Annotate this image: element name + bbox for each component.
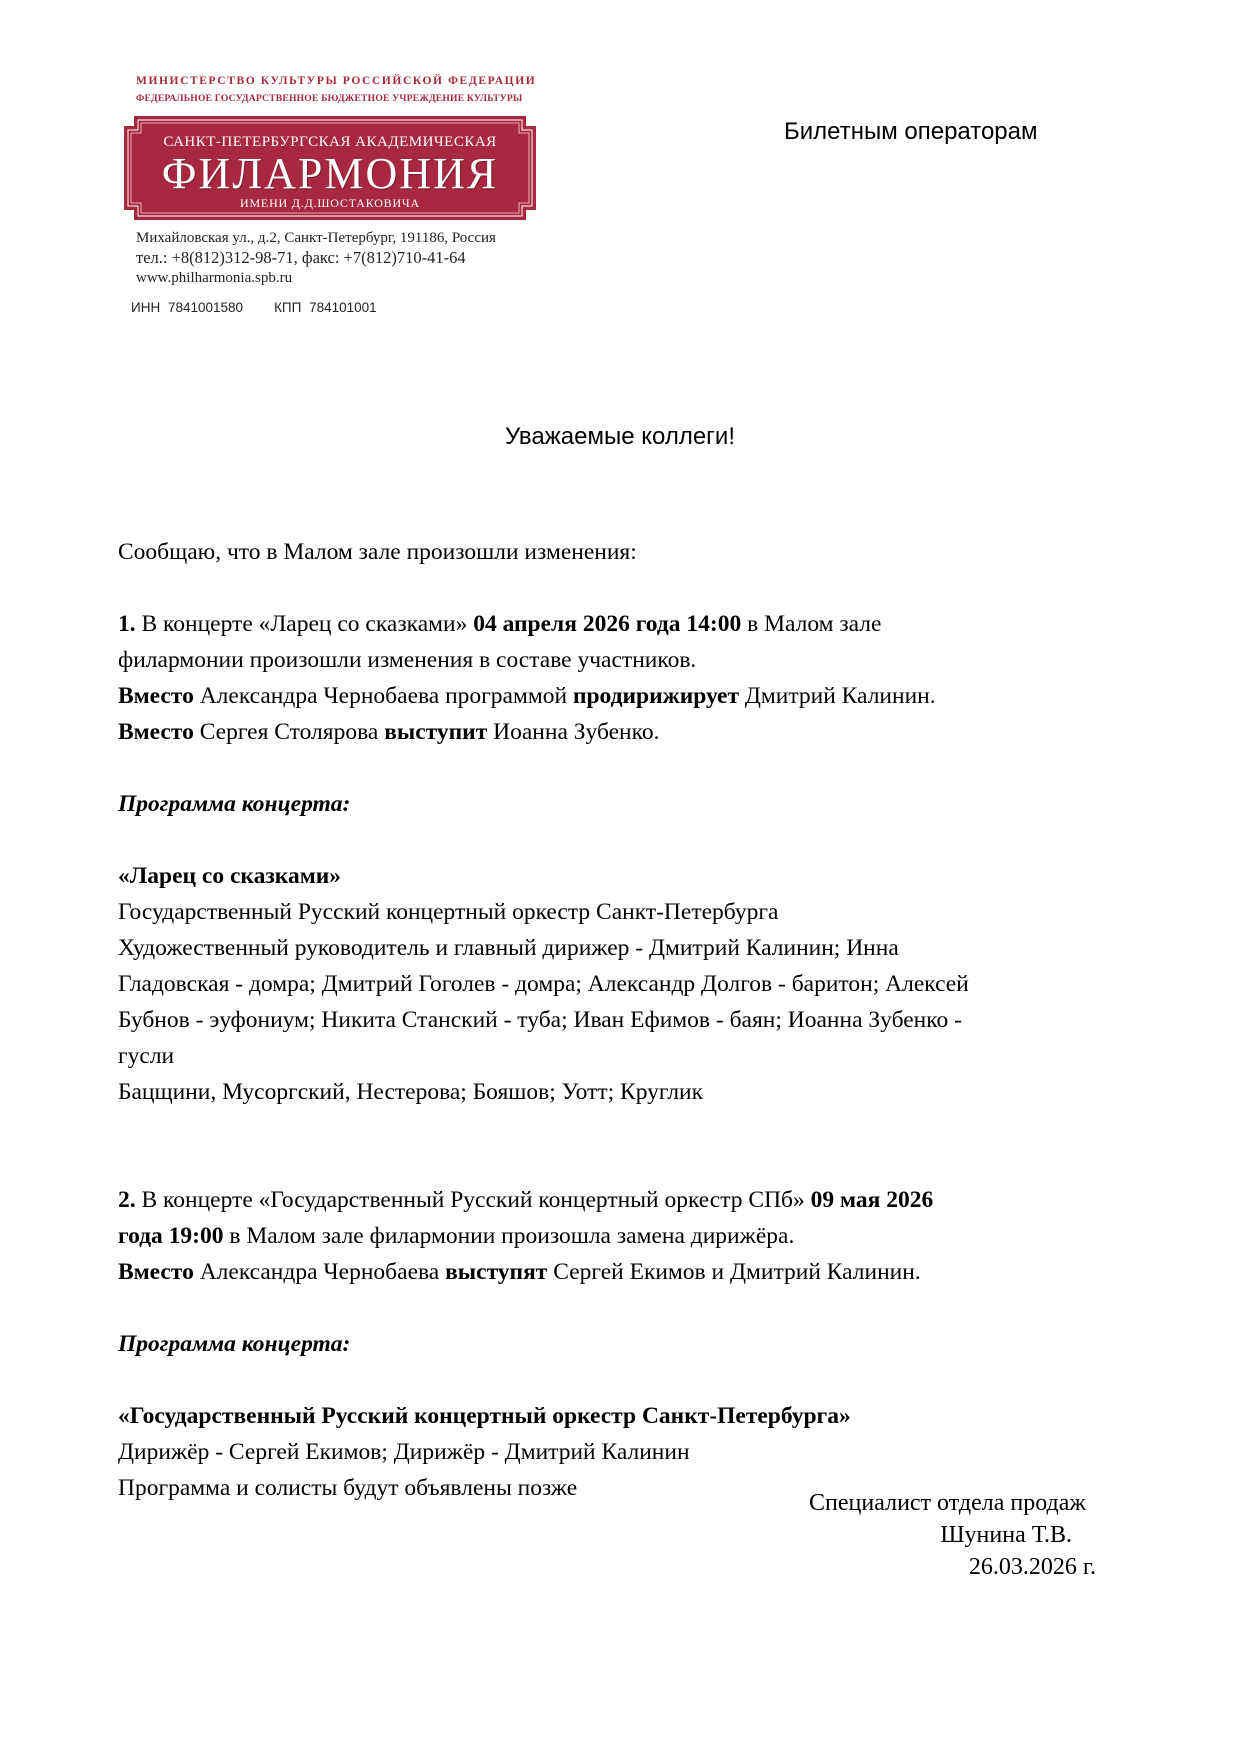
- logo-line-shostakovich: ИМЕНИ Д.Д.ШОСТАКОВИЧА: [240, 196, 420, 210]
- keyword-vmesto: Вместо: [118, 683, 194, 709]
- item1-text: В концерте «Ларец со сказками»: [135, 611, 474, 637]
- logo-line-academy: САНКТ-ПЕТЕРБУРГСКАЯ АКАДЕМИЧЕСКАЯ: [163, 134, 497, 150]
- signer-position: Специалист отдела продаж: [809, 1490, 1086, 1516]
- letter-body: [118, 534, 1118, 1506]
- replacement-text: Иоанна Зубенко.: [487, 719, 660, 745]
- item1-replacement1: [118, 678, 1118, 714]
- institution-type-line: ФЕДЕРАЛЬНОЕ ГОСУДАРСТВЕННОЕ БЮДЖЕТНОЕ УЧРЕЖДЕНИЕ КУЛЬТУРЫ: [136, 93, 523, 104]
- item1-program-line: Художественный руководитель и главный дирижер - Дмитрий Калинин; Инна: [118, 935, 899, 961]
- item2-number: 2.: [118, 1187, 136, 1213]
- item1-program-line: Бубнов - эуфониум; Никита Станский - туба; Иван Ефимов - баян; Иоанна Зубенко -: [118, 1007, 962, 1033]
- replacement-text: Александра Чернобаева программой: [193, 683, 573, 709]
- keyword-action: продирижирует: [572, 683, 739, 709]
- item2-text2: в Малом зале филармонии произошла замена дирижёра.: [223, 1223, 795, 1249]
- phone-fax: тел.: +8(812)312-98-71, факс: +7(812)710-41-64: [136, 248, 466, 267]
- ministry-line: МИНИСТЕРСТВО КУЛЬТУРЫ РОССИЙСКОЙ ФЕДЕРАЦИИ: [136, 75, 537, 87]
- replacement-text: Сергея Столярова: [193, 719, 385, 745]
- item2-text: В концерте «Государственный Русский концертный оркестр СПб»: [135, 1187, 811, 1213]
- item2-program-title: «Государственный Русский концертный оркестр Санкт-Петербурга»: [118, 1403, 851, 1429]
- item2-program-line: Дирижёр - Сергей Екимов; Дирижёр - Дмитрий Калинин: [118, 1439, 690, 1465]
- replacement-text: Дмитрий Калинин.: [739, 683, 936, 709]
- keyword-action: выступят: [445, 1259, 548, 1285]
- item1-number: 1.: [118, 611, 136, 637]
- item1-line2: филармонии произошли изменения в составе участников.: [118, 647, 697, 673]
- address: Михайловская ул., д.2, Санкт-Петербург, 191186, Россия: [136, 230, 496, 246]
- item1-program-line: Бацщини, Мусоргский, Нестерова; Бояшов; Уотт; Круглик: [118, 1079, 704, 1105]
- item2-date-a: 09 мая 2026: [810, 1187, 934, 1213]
- item2-program-heading: Программа концерта:: [118, 1331, 351, 1357]
- greeting: Уважаемые коллеги!: [504, 423, 735, 450]
- logo-line-philharmonia: ФИЛАРМОНИЯ: [161, 149, 499, 198]
- item2-line1: [118, 1182, 1118, 1218]
- item1-program-line: Государственный Русский концертный оркестр Санкт-Петербурга: [118, 899, 779, 925]
- inn-kpp: [131, 300, 377, 315]
- inn: ИНН 7841001580: [131, 300, 244, 315]
- item2-line2: [118, 1218, 1118, 1254]
- kpp: КПП 784101001: [274, 300, 377, 315]
- item2-program-line: Программа и солисты будут объявлены позже: [118, 1475, 578, 1501]
- signature-block: [809, 1487, 1096, 1583]
- keyword-vmesto: Вместо: [118, 719, 194, 745]
- keyword-action: выступит: [384, 719, 488, 745]
- keyword-vmesto: Вместо: [118, 1259, 194, 1285]
- item1-program-title: «Ларец со сказками»: [118, 863, 342, 889]
- item1-text2: в Малом зале: [741, 611, 882, 637]
- contact-block: [136, 228, 496, 288]
- item1-program-heading: Программа концерта:: [118, 791, 351, 817]
- signature-date: 26.03.2026 г.: [968, 1554, 1096, 1580]
- item1-program-line: гусли: [118, 1043, 175, 1069]
- replacement-text: Александра Чернобаева: [193, 1259, 446, 1285]
- philharmonia-logo: [124, 116, 536, 220]
- item1-program-line: Гладовская - домра; Дмитрий Гоголев - домра; Александр Долгов - баритон; Алексей: [118, 971, 969, 997]
- website-link[interactable]: www.philharmonia.spb.ru: [136, 270, 293, 286]
- item2-date-b: года 19:00: [118, 1223, 224, 1249]
- intro: Сообщаю, что в Малом зале произошли изменения:: [118, 539, 637, 565]
- replacement-text: Сергей Екимов и Дмитрий Калинин.: [547, 1259, 921, 1285]
- item1-replacement2: [118, 714, 1118, 750]
- item1-line1: [118, 606, 1118, 642]
- item1-date: 04 апреля 2026 года 14:00: [473, 611, 742, 637]
- recipient: Билетным операторам: [784, 118, 1038, 145]
- item2-replacement1: [118, 1254, 1118, 1290]
- signer-name: Шунина Т.В.: [940, 1522, 1072, 1548]
